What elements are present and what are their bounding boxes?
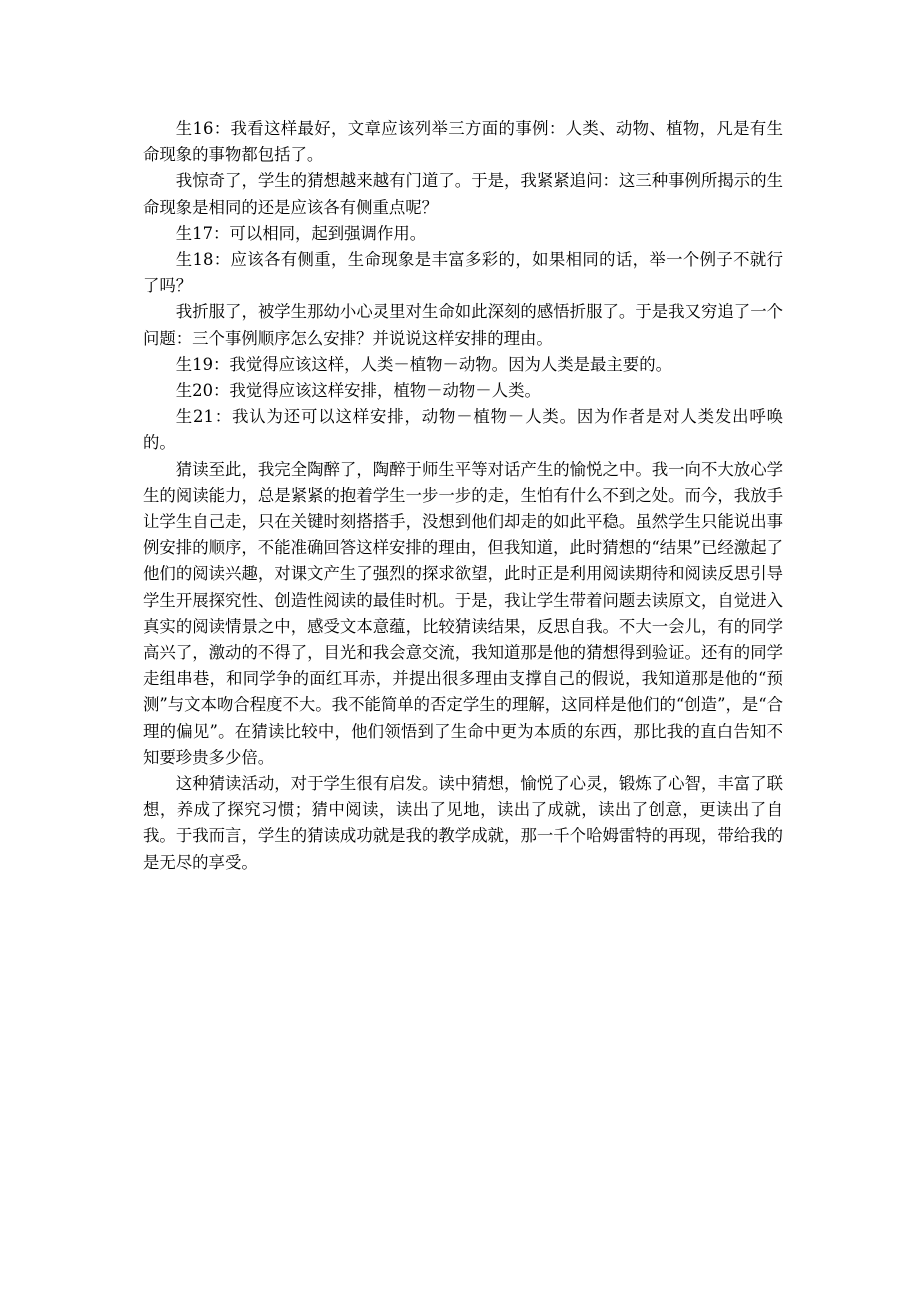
- paragraph-student-20: 生20：我觉得应该这样安排，植物－动物－人类。: [175, 381, 541, 401]
- paragraph-student-16: 生16：我看这样最好，文章应该列举三方面的事例：人类、动物、植物，凡是有生命现象的事物都包括了。: [143, 119, 783, 165]
- paragraph-student-17: 生17：可以相同，起到强调作用。: [175, 223, 427, 243]
- paragraph-student-18: 生18：应该各有侧重，生命现象是丰富多彩的，如果相同的话，举一个例子不就行了吗？: [143, 250, 783, 296]
- paragraph-conclusion: 这种猜读活动，对于学生很有启发。读中猜想，愉悦了心灵，锻炼了心智，丰富了联想，养成了探究习惯；猜中阅读，读出了见地，读出了成就，读出了创意，更读出了自我。于我而言，学生的猜读成功就是我的教学成就，那一千个哈姆雷特的再现，带给我的是无尽的享受。: [143, 774, 783, 872]
- paragraph-teacher-question: 我惊奇了，学生的猜想越来越有门道了。于是，我紧紧追问：这三种事例所揭示的生命现象是相同的还是应该各有侧重点呢？: [143, 171, 783, 217]
- document-body: [143, 116, 783, 876]
- paragraph-student-19: 生19：我觉得应该这样，人类－植物－动物。因为人类是最主要的。: [175, 354, 672, 374]
- paragraph-reflection: 猜读至此，我完全陶醉了，陶醉于师生平等对话产生的愉悦之中。我一向不大放心学生的阅读能力，总是紧紧的抱着学生一步一步的走，生怕有什么不到之处。而今，我放手让学生自己走，只在关键时刻搭搭手，没想到他们却走的如此平稳。虽然学生只能说出事例安排的顺序，不能准确回答这样安排的理由，但我知道，此时猜想的“结果”已经激起了他们的阅读兴趣，对课文产生了强烈的探求欲望，此时正是利用阅读期待和阅读反思引导学生开展探究性、创造性阅读的最佳时机。于是，我让学生带着问题去读原文，自觉进入真实的阅读情景之中，感受文本意蕴，比较猜读结果，反思自我。不大一会儿，有的同学高兴了，激动的不得了，目光和我会意交流，我知道那是他的猜想得到验证。还有的同学走组串巷，和同学争的面红耳赤，并提出很多理由支撑自己的假说，我知道那是他的“预测”与文本吻合程度不大。我不能简单的否定学生的理解，这同样是他们的“创造”，是“合理的偏见”。在猜读比较中，他们领悟到了生命中更为本质的东西，那比我的直白告知不知要珍贵多少倍。: [143, 459, 783, 767]
- paragraph-teacher-followup: 我折服了，被学生那幼小心灵里对生命如此深刻的感悟折服了。于是我又穷追了一个问题：三个事例顺序怎么安排？并说说这样安排的理由。: [143, 302, 783, 348]
- paragraph-student-21: 生21：我认为还可以这样安排，动物－植物－人类。因为作者是对人类发出呼唤的。: [143, 407, 783, 453]
